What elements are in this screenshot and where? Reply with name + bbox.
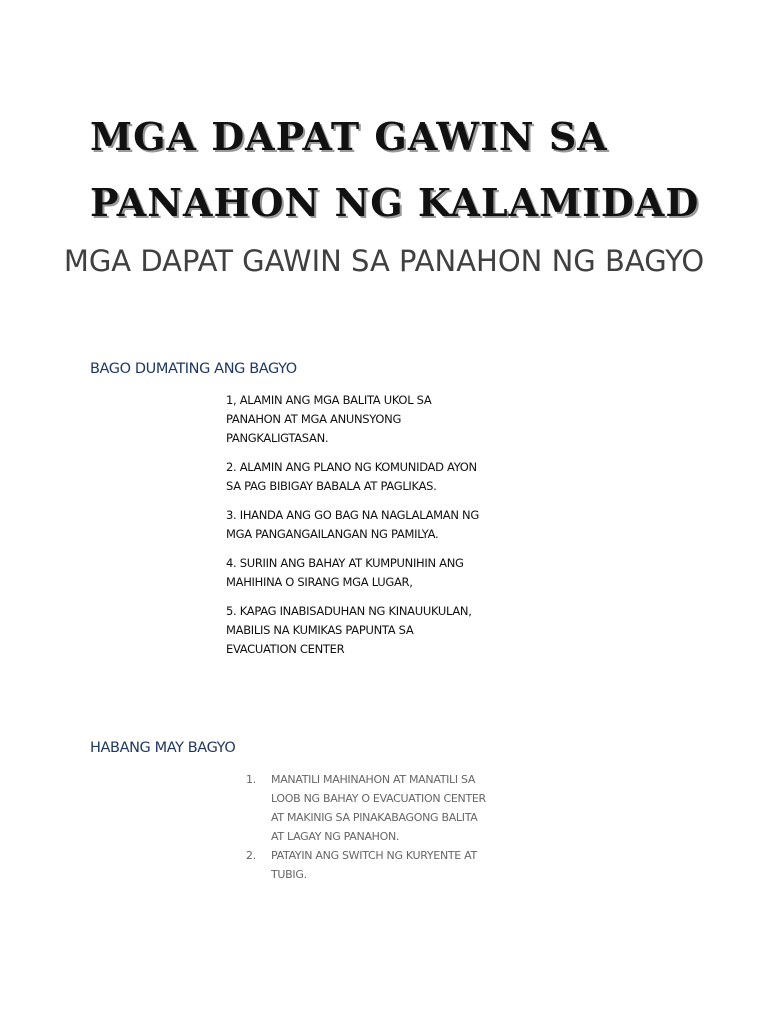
list-item: 1, ALAMIN ANG MGA BALITA UKOL SA PANAHON AT MGA ANUNSYONG PANGKALIGTASAN. (226, 393, 432, 445)
section-heading-during-typhoon: HABANG MAY BAGYO (90, 740, 236, 756)
list-item-text: PATAYIN ANG SWITCH NG KURYENTE AT TUBIG. (271, 849, 477, 881)
document-title: MGA DAPAT GAWIN SA PANAHON NG KALAMIDAD (90, 114, 700, 225)
list-item: 2. ALAMIN ANG PLANO NG KOMUNIDAD AYON SA PAG BIBIGAY BABALA AT PAGLIKAS. (226, 460, 477, 493)
during-typhoon-list (246, 770, 486, 884)
list-item: 4. SURIIN ANG BAHAY AT KUMPUNIHIN ANG MAHIHINA O SIRANG MGA LUGAR, (226, 556, 464, 589)
list-item (246, 846, 486, 884)
document-subtitle: MGA DAPAT GAWIN SA PANAHON NG BAGYO (63, 244, 705, 278)
list-item: 3. IHANDA ANG GO BAG NA NAGLALAMAN NG MGA PANGANGAILANGAN NG PAMILYA. (226, 508, 479, 541)
section-heading-before-typhoon: BAGO DUMATING ANG BAGYO (90, 361, 297, 377)
list-item (246, 770, 486, 846)
list-item-number: 1. (246, 773, 256, 786)
list-item-number: 2. (246, 849, 256, 862)
before-typhoon-list (226, 391, 486, 669)
list-item: 5. KAPAG INABISADUHAN NG KINAUUKULAN, MABILIS NA KUMIKAS PAPUNTA SA EVACUATION CENTER (226, 604, 472, 656)
list-item-text: MANATILI MAHINAHON AT MANATILI SA LOOB NG BAHAY O EVACUATION CENTER AT MAKINIG SA PINAKABAGONG BALITA AT LAGAY NG PANAHON. (271, 773, 486, 843)
